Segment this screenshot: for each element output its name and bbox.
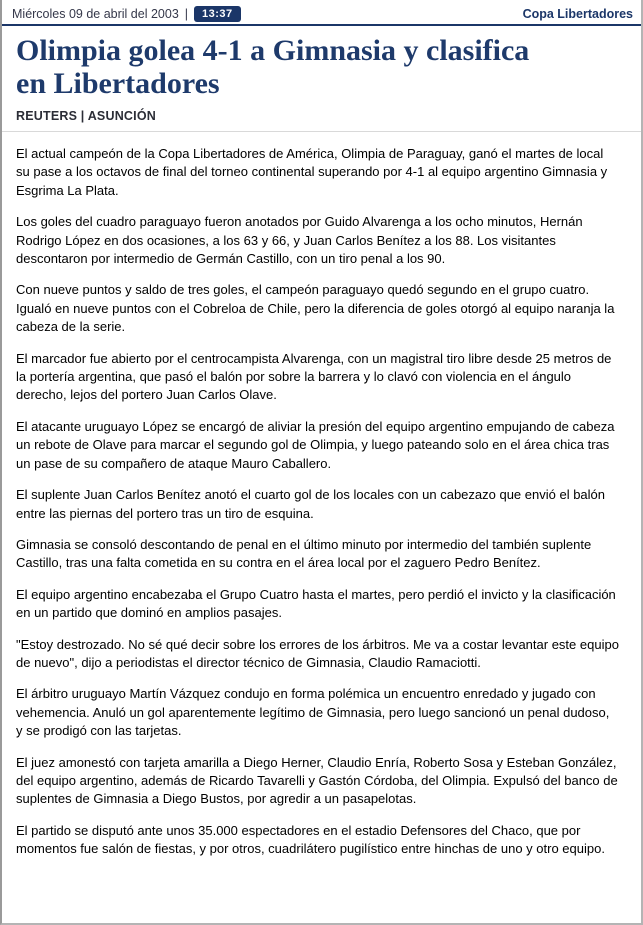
article-paragraph: Los goles del cuadro paraguayo fueron anotados por Guido Alvarenga a los ocho minutos, Hernán Rodrigo López en dos ocasiones, a los 63 y 66, y Juan Carlos Benítez a los 88. Los visitantes descontaron por intermedio de Germán Castillo, con un tiro penal a los 90. bbox=[16, 214, 583, 267]
byline: REUTERS | ASUNCIÓN bbox=[2, 100, 641, 132]
article-paragraph: El marcador fue abierto por el centrocampista Alvarenga, con un magistral tiro libre desde 25 metros de la portería argentina, que pasó el balón por sobre la barrera y lo clavó con violencia en el ángulo derecho, lejos del portero Juan Carlos Olave. bbox=[16, 350, 612, 403]
headline-line-2: en Libertadores bbox=[16, 67, 220, 100]
article-paragraph: Gimnasia se consoló descontando de penal en el último minuto por intermedio del también suplente Castillo, tras una falta cometida en su contra en el área local por el zaguero Pedro Benítez. bbox=[16, 536, 592, 571]
article-paragraph: El suplente Juan Carlos Benítez anotó el cuarto gol de los locales con un cabezazo que envió el balón entre las piernas del portero tras un tiro de esquina. bbox=[16, 487, 605, 521]
article-paragraph: El partido se disputó ante unos 35.000 espectadores en el estadio Defensores del Chaco, que por momentos fue salón de fiestas, y por otros, cuadrilátero pugilístico entre hinchas de uno y otro equipo. bbox=[16, 822, 605, 857]
article-body bbox=[2, 132, 641, 859]
headline-line-1: Olimpia golea 4-1 a Gimnasia y clasifica bbox=[16, 34, 530, 67]
article-paragraph: El equipo argentino encabezaba el Grupo Cuatro hasta el martes, pero perdió el invicto y la clasificación en un partido que dominó en amplios pasajes. bbox=[16, 586, 616, 621]
date-time-separator: | bbox=[184, 6, 189, 21]
article-paragraph: Con nueve puntos y saldo de tres goles, el campeón paraguayo quedó segundo en el grupo cuatro. Igualó en nueve puntos con el Cobreloa de Chile, pero la diferencia de goles otorgó al equipo naranja la cabeza de la serie. bbox=[16, 282, 615, 335]
article-paragraph: "Estoy destrozado. No sé qué decir sobre los errores de los árbitros. Me va a costar levantar este equipo de nuevo", dijo a periodistas el director técnico de Gimnasia, Claudio Ramaciotti. bbox=[16, 636, 619, 670]
time-badge: 13:37 bbox=[194, 6, 241, 22]
article-paragraph: El actual campeón de la Copa Libertadores de América, Olimpia de Paraguay, ganó el martes de local su pase a los octavos de final del torneo continental superando por 4-1 al equipo argentino Gimnasia y Esgrima La Plata. bbox=[16, 146, 608, 198]
section-label: Copa Libertadores bbox=[522, 6, 633, 21]
article-headline bbox=[2, 26, 641, 100]
publish-date: Miércoles 09 de abril del 2003 bbox=[12, 6, 179, 21]
article-paragraph: El juez amonestó con tarjeta amarilla a Diego Herner, Claudio Enría, Roberto Sosa y Esteban González, del equipo argentino, además de Ricardo Tavarelli y Gastón Córdoba, del Olimpia. Expulsó del banco de suplentes de Gimnasia a Diego Bustos, por agredir a un pasapelotas. bbox=[16, 754, 618, 807]
topbar bbox=[2, 3, 641, 26]
article-paragraph: El atacante uruguayo López se encargó de aliviar la presión del equipo argentino empujando de cabeza un rebote de Olave para marcar el segundo gol de Olimpia, y luego pateando solo en el área chica tras un pase de su compañero de ataque Mauro Caballero. bbox=[16, 418, 615, 471]
article-paragraph: El árbitro uruguayo Martín Vázquez condujo en forma polémica un encuentro enredado y jugado con vehemencia. Anuló un gol aparentemente legítimo de Gimnasia, pero luego sancionó un penal dudoso, y se prodigó con las tarjetas. bbox=[16, 686, 610, 739]
